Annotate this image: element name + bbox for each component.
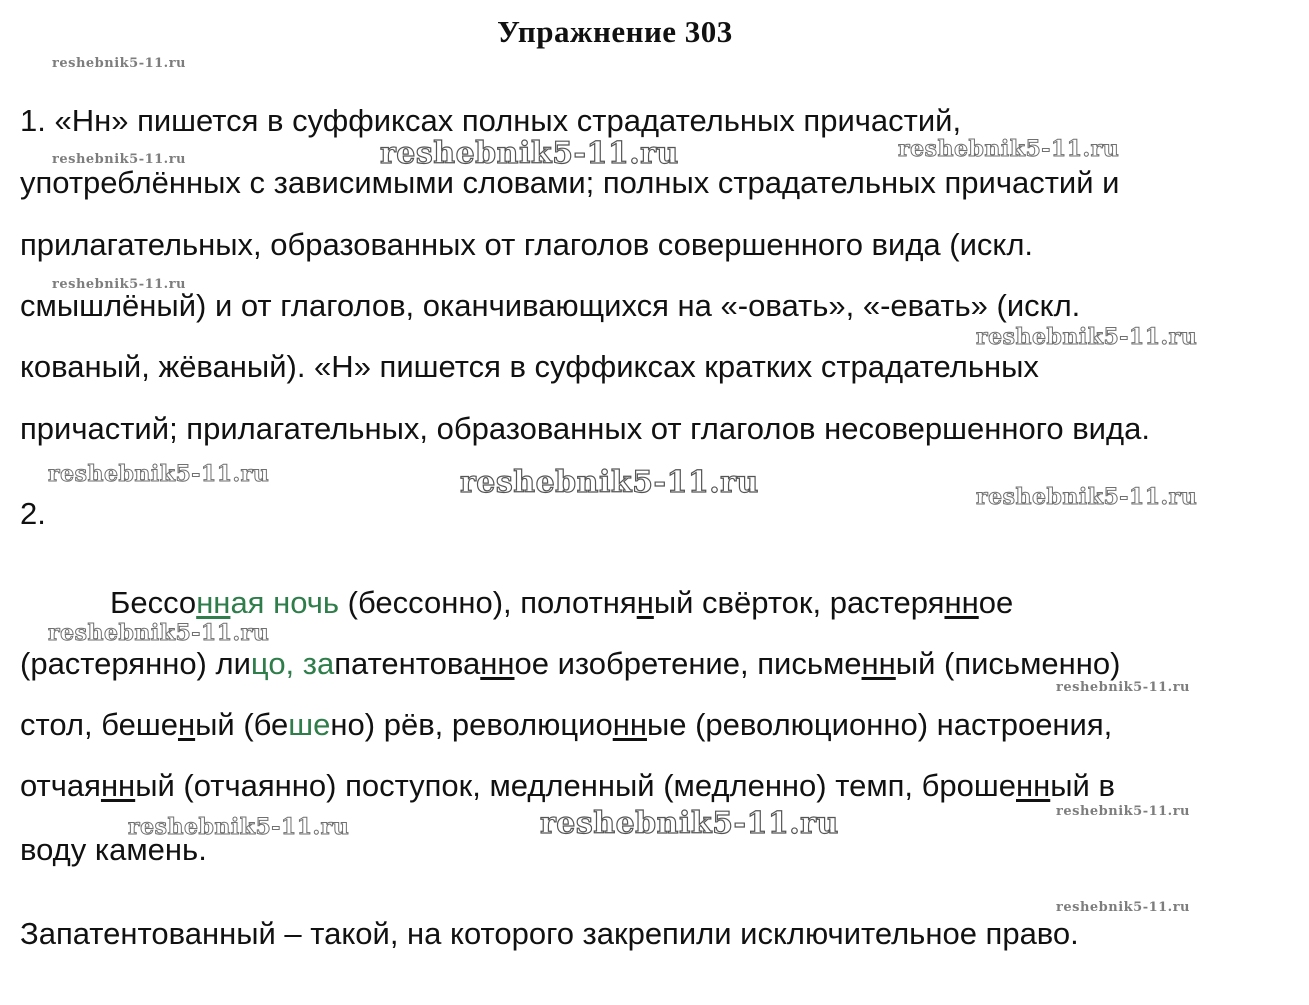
text-fragment: ый в [1050, 768, 1115, 803]
rule-line-2: употреблённых с зависимыми словами; полных страдательных причастий и [20, 165, 1120, 200]
text-fragment: ый (бе [195, 707, 289, 742]
text-fragment: ый (отчаянно) поступок, медленный (медленно) темп, броше [135, 768, 1016, 803]
text-fragment: отчая [20, 768, 101, 803]
answer-line-5: воду камень. [20, 832, 207, 867]
highlighted-text: ая ночь [230, 585, 340, 620]
text-fragment: ое [978, 585, 1014, 620]
answer-line-2 [20, 646, 1120, 682]
watermark: reshebnik5-11.ru [1056, 900, 1191, 915]
highlighted-suffix: нн [196, 585, 231, 620]
text-fragment: (растерянно) ли [20, 646, 251, 681]
text-fragment: стол, беше [20, 707, 178, 742]
watermark: reshebnik5-11.ru [52, 152, 187, 167]
highlighted-suffix: н [177, 707, 196, 742]
watermark: reshebnik5-11.ru [48, 461, 270, 487]
text-fragment: (бессонно), полотня [339, 585, 637, 620]
text-fragment: но) рёв, революцио [330, 707, 613, 742]
text-fragment: ый свёрток, растеря [653, 585, 945, 620]
watermark: reshebnik5-11.ru [976, 324, 1198, 350]
watermark: reshebnik5-11.ru [128, 814, 350, 840]
rule-line-5: кованый, жёваный). «Н» пишется в суффиксах кратких страдательных [20, 349, 1039, 384]
answer-line-1 [110, 585, 1013, 621]
highlighted-text: ше [288, 707, 331, 742]
highlighted-suffix: нн [480, 646, 515, 681]
highlighted-suffix: н [636, 585, 654, 620]
watermark: reshebnik5-11.ru [48, 620, 270, 646]
rule-line-6: причастий; прилагательных, образованных от глаголов несовершенного вида. [20, 411, 1150, 446]
watermark: reshebnik5-11.ru [1056, 680, 1191, 695]
watermark: reshebnik5-11.ru [52, 277, 187, 292]
answer-line-3 [20, 707, 1112, 743]
text-fragment: ый (письменно) [895, 646, 1121, 681]
watermark: reshebnik5-11.ru [1056, 804, 1191, 819]
highlighted-suffix: нн [612, 707, 647, 742]
highlighted-suffix: нн [100, 768, 136, 803]
exercise-title: Упражнение 303 [497, 14, 733, 49]
highlighted-suffix: нн [861, 646, 896, 681]
watermark: reshebnik5-11.ru [976, 484, 1198, 510]
answer-line-4 [20, 768, 1115, 804]
watermark: reshebnik5-11.ru [540, 806, 839, 841]
watermark: reshebnik5-11.ru [460, 465, 759, 500]
text-fragment: ое изобретение, письме [514, 646, 862, 681]
watermark: reshebnik5-11.ru [898, 136, 1120, 162]
highlighted-suffix: нн [1016, 768, 1051, 803]
definition-line: Запатентованный – такой, на которого закрепили исключительное право. [20, 916, 1079, 951]
highlighted-suffix: нн [944, 585, 979, 620]
text-fragment: Бессо [110, 585, 197, 620]
rule-line-3: прилагательных, образованных от глаголов совершенного вида (искл. [20, 227, 1034, 262]
section-2-number: 2. [20, 496, 46, 531]
text-fragment: патентова [334, 646, 481, 681]
watermark: reshebnik5-11.ru [52, 56, 187, 71]
text-fragment: ые (революционно) настроения, [646, 707, 1113, 742]
highlighted-text: цо, за [250, 646, 335, 681]
rule-line-4: смышлёный) и от глаголов, оканчивающихся на «-овать», «-евать» (искл. [20, 288, 1081, 323]
watermark: reshebnik5-11.ru [380, 136, 679, 171]
rule-line-1: 1. «Нн» пишется в суффиксах полных страдательных причастий, [20, 103, 962, 138]
